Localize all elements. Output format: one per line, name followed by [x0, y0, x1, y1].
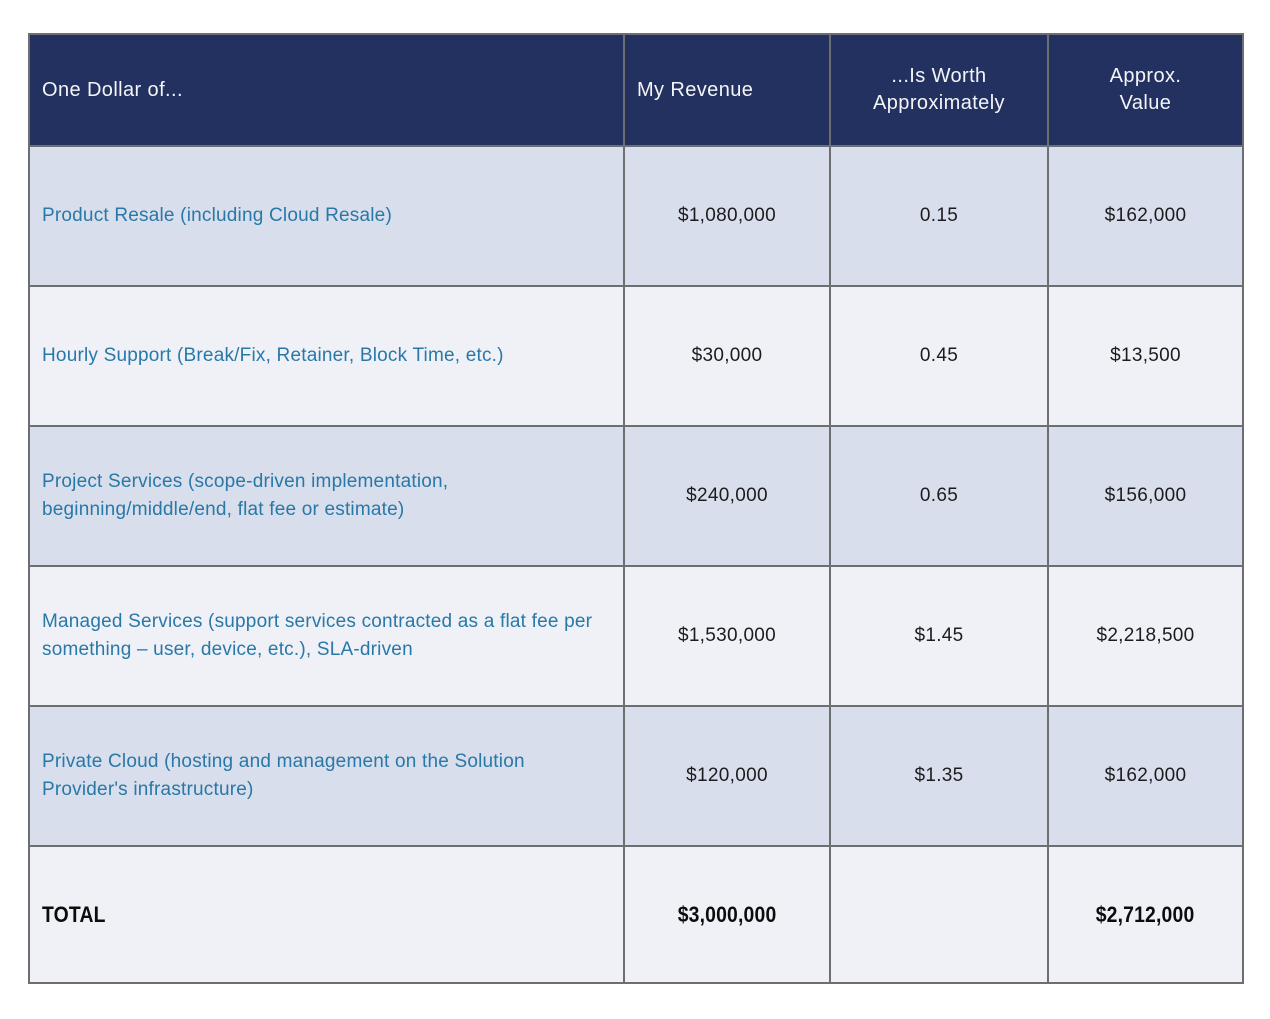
table-row-total: [29, 846, 1243, 983]
category-cell: Project Services (scope-driven implementation, beginning/middle/end, flat fee or estimate): [29, 426, 624, 566]
category-cell: Hourly Support (Break/Fix, Retainer, Block Time, etc.): [29, 286, 624, 426]
worth-multiplier-cell: $1.35: [830, 706, 1048, 846]
total-my-revenue: $3,000,000: [677, 901, 777, 927]
table-row-product-resale: [29, 146, 1243, 286]
column-header-one-dollar-of: [29, 34, 624, 146]
my-revenue-cell: $240,000: [624, 426, 830, 566]
column-header-approx-value-line1: Approx.: [1109, 65, 1182, 87]
my-revenue-cell: $1,080,000: [624, 146, 830, 286]
total-worth-cell: [830, 846, 1048, 983]
table-header-row: [29, 34, 1243, 146]
table-row-hourly-support: [29, 286, 1243, 426]
approx-value-cell: $156,000: [1048, 426, 1243, 566]
my-revenue-cell: $30,000: [624, 286, 830, 426]
column-header-my-revenue-label: My Revenue: [637, 78, 754, 101]
worth-multiplier-cell: 0.15: [830, 146, 1048, 286]
worth-multiplier-cell: $1.45: [830, 566, 1048, 706]
table-row-private-cloud: [29, 706, 1243, 846]
column-header-approx-value-line2: Value: [1119, 92, 1172, 114]
total-label-cell: [29, 846, 624, 983]
table-row-project-services: [29, 426, 1243, 566]
column-header-is-worth-line1: ...Is Worth: [891, 65, 987, 87]
category-cell: Product Resale (including Cloud Resale): [29, 146, 624, 286]
category-cell: Private Cloud (hosting and management on the Solution Provider's infrastructure): [29, 706, 624, 846]
total-label: TOTAL: [42, 901, 106, 927]
approx-value-cell: $162,000: [1048, 706, 1243, 846]
approx-value-cell: $162,000: [1048, 146, 1243, 286]
worth-multiplier-cell: 0.65: [830, 426, 1048, 566]
total-approx-value: $2,712,000: [1096, 901, 1195, 927]
approx-value-cell: $2,218,500: [1048, 566, 1243, 706]
total-my-revenue-cell: [624, 846, 830, 983]
column-header-my-revenue: [624, 34, 830, 146]
worth-multiplier-cell: 0.45: [830, 286, 1048, 426]
approx-value-cell: $13,500: [1048, 286, 1243, 426]
category-cell: Managed Services (support services contracted as a flat fee per something – user, device, etc.), SLA-driven: [29, 566, 624, 706]
table-row-managed-services: [29, 566, 1243, 706]
column-header-is-worth-line2: Approximately: [873, 92, 1005, 114]
my-revenue-cell: $120,000: [624, 706, 830, 846]
total-approx-value-cell: [1048, 846, 1243, 983]
revenue-valuation-table: [28, 33, 1244, 984]
column-header-is-worth-approximately: [830, 34, 1048, 146]
column-header-approx-value: [1048, 34, 1243, 146]
my-revenue-cell: $1,530,000: [624, 566, 830, 706]
column-header-one-dollar-of-label: One Dollar of...: [42, 78, 183, 101]
